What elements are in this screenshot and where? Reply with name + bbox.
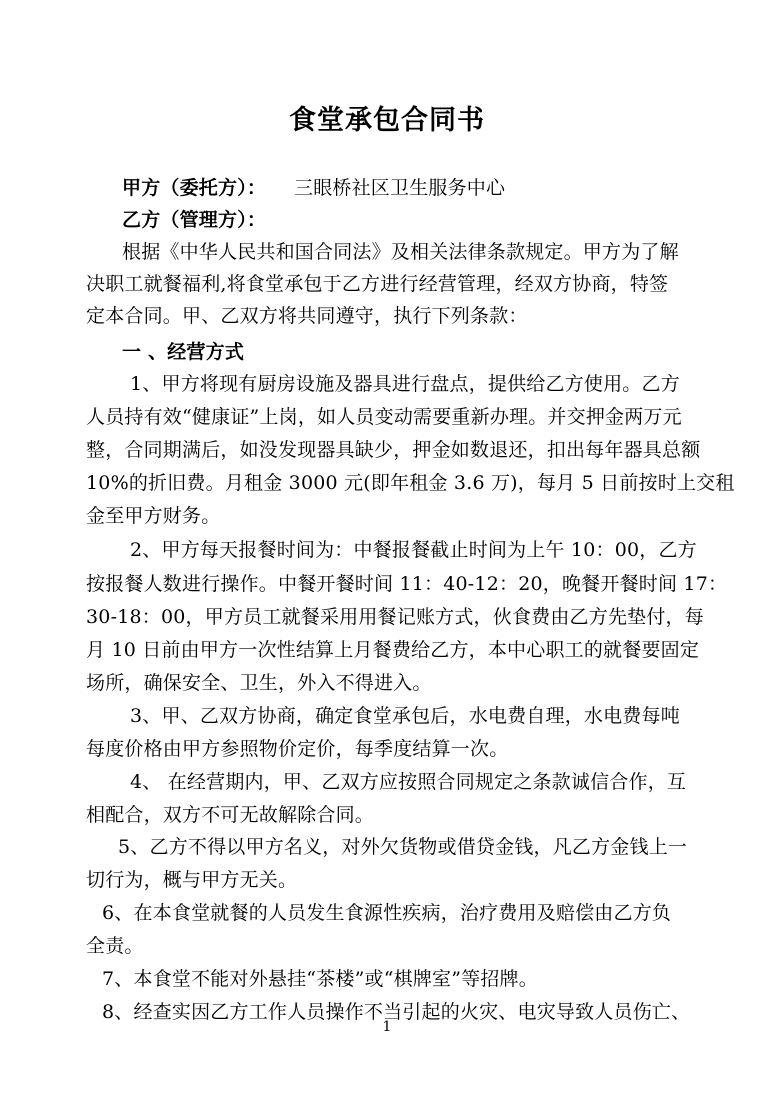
document-title: 食堂承包合同书 [289, 105, 485, 136]
body-line: 2、甲方每天报餐时间为：中餐报餐截止时间为上午 10：00，乙方 [130, 539, 697, 561]
body-line: 金至甲方财务。 [86, 505, 221, 527]
body-line: 8、经查实因乙方工作人员操作不当引起的火灾、电灾导致人员伤亡、 [102, 1001, 691, 1023]
party-a-label: 甲方（委托方）： [122, 177, 267, 199]
body-line: 决职工就餐福利,将食堂承包于乙方进行经营管理，经双方协商，特签 [86, 273, 669, 295]
body-line: 3、甲、乙双方协商，确定食堂承包后，水电费自理，水电费每吨 [130, 705, 680, 727]
section-heading: 一 、经营方式 [122, 341, 245, 363]
body-line: 1、甲方将现有厨房设施及器具进行盘点，提供给乙方使用。乙方 [130, 373, 680, 395]
body-line: 6、在本食堂就餐的人员发生食源性疾病，治疗费用及赔偿由乙方负 [102, 902, 672, 924]
body-line: 30-18：00，甲方员工就餐采用用餐记账方式，伙食费由乙方先垫付，每 [86, 606, 704, 628]
page-number: 1 [382, 1019, 392, 1035]
body-line: 相配合，双方不可无故解除合同。 [86, 804, 375, 826]
body-line: 按报餐人数进行操作。中餐开餐时间 11：40-12：20，晚餐开餐时间 17： [86, 573, 728, 595]
body-line: 切行为，概与甲方无关。 [86, 869, 298, 891]
body-line: 月 10 日前由甲方一次性结算上月餐费给乙方，本中心职工的就餐要固定 [86, 639, 700, 661]
body-line: 10%的折旧费。月租金 3000 元(即年租金 3.6 万)，每月 5 日前按时上交租 [86, 472, 735, 494]
body-line: 4、 在经营期内，甲、乙双方应按照合同规定之条款诚信合作，互 [130, 771, 687, 793]
body-line: 整，合同期满后，如没发现器具缺少，押金如数退还，扣出每年器具总额 [86, 439, 701, 461]
body-line: 根据《中华人民共和国合同法》及相关法律条款规定。甲方为了解 [122, 241, 679, 263]
party-b-label: 乙方（管理方）： [122, 209, 267, 231]
body-line: 每度价格由甲方参照物价定价，每季度结算一次。 [86, 738, 509, 760]
body-line: 全责。 [86, 935, 144, 957]
body-line: 人员持有效“健康证”上岗，如人员变动需要重新办理。并交押金两万元 [86, 406, 682, 428]
body-line: 5、乙方不得以甲方名义，对外欠货物或借贷金钱，凡乙方金钱上一 [118, 836, 688, 858]
body-line: 7、本食堂不能对外悬挂“茶楼”或“棋牌室”等招牌。 [102, 968, 538, 990]
body-line: 定本合同。甲、乙双方将共同遵守，执行下列条款： [86, 305, 528, 327]
body-line: 场所，确保安全、卫生，外入不得进入。 [86, 672, 432, 694]
party-a-value: 三眼桥社区卫生服务中心 [294, 177, 506, 199]
